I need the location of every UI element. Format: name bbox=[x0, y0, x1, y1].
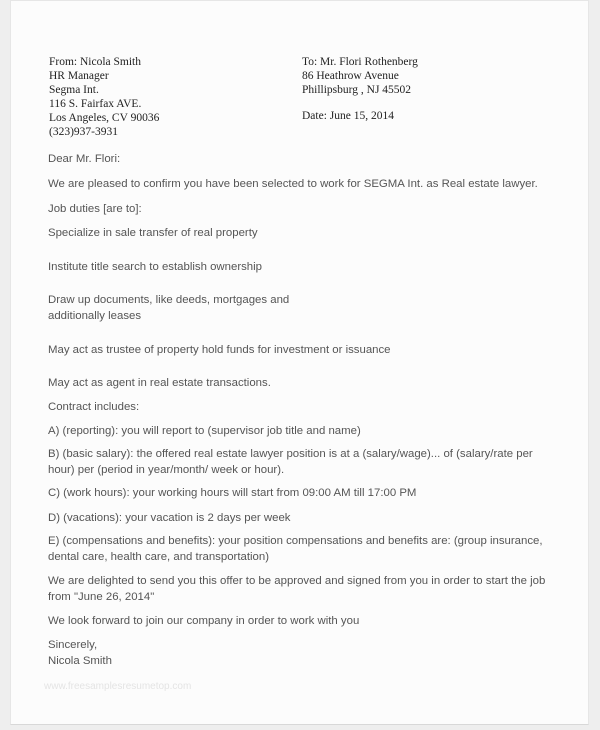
recipient-name: To: Mr. Flori Rothenberg bbox=[302, 56, 418, 68]
contract-item-benefits: E) (compensations and benefits): your position compensations and benefits are: (group insurance, dental care, health care, and transportation) bbox=[48, 535, 543, 563]
sender-city: Los Angeles, CV 90036 bbox=[49, 112, 160, 124]
recipient-address-block bbox=[302, 55, 418, 97]
contract-item-hours: C) (work hours): your working hours will start from 09:00 AM till 17:00 PM bbox=[48, 487, 417, 499]
duty-item: Draw up documents, like deeds, mortgages and additionally leases bbox=[48, 294, 290, 322]
sender-title: HR Manager bbox=[49, 70, 109, 82]
forward-paragraph: We look forward to join our company in order to work with you bbox=[48, 615, 360, 627]
sender-name: From: Nicola Smith bbox=[49, 56, 141, 68]
letter-date: Date: June 15, 2014 bbox=[302, 110, 394, 122]
closing: Sincerely, bbox=[48, 639, 98, 651]
sender-street: 116 S. Fairfax AVE. bbox=[49, 98, 142, 110]
duty-item: May act as agent in real estate transactions. bbox=[48, 377, 271, 389]
greeting: Dear Mr. Flori: bbox=[48, 153, 121, 165]
recipient-street: 86 Heathrow Avenue bbox=[302, 70, 399, 82]
signature: Nicola Smith bbox=[48, 655, 112, 667]
duty-item: Institute title search to establish ownership bbox=[48, 261, 263, 273]
contract-item-reporting: A) (reporting): you will report to (supervisor job title and name) bbox=[48, 425, 361, 437]
intro-paragraph: We are pleased to confirm you have been selected to work for SEGMA Int. as Real estate lawyer. bbox=[48, 178, 538, 190]
watermark: www.freesamplesresumetop.com bbox=[44, 681, 192, 692]
contract-item-vacations: D) (vacations): your vacation is 2 days per week bbox=[48, 512, 291, 524]
duties-heading: Job duties [are to]: bbox=[48, 203, 142, 215]
delighted-paragraph: We are delighted to send you this offer to be approved and signed from you in order to start the job from "June 26, 2014" bbox=[48, 575, 546, 603]
sender-address-block bbox=[49, 55, 159, 139]
sender-company: Segma Int. bbox=[49, 84, 99, 96]
contract-heading: Contract includes: bbox=[48, 401, 140, 413]
letter-page bbox=[10, 0, 589, 725]
duty-item: Specialize in sale transfer of real property bbox=[48, 227, 258, 239]
recipient-city: Phillipsburg , NJ 45502 bbox=[302, 84, 412, 96]
duty-item: May act as trustee of property hold funds for investment or issuance bbox=[48, 344, 391, 356]
sender-phone: (323)937-3931 bbox=[49, 126, 118, 138]
contract-item-salary: B) (basic salary): the offered real estate lawyer position is at a (salary/wage)... of (salary/rate per hour) per (period in year/month/ week or hour). bbox=[48, 448, 533, 476]
